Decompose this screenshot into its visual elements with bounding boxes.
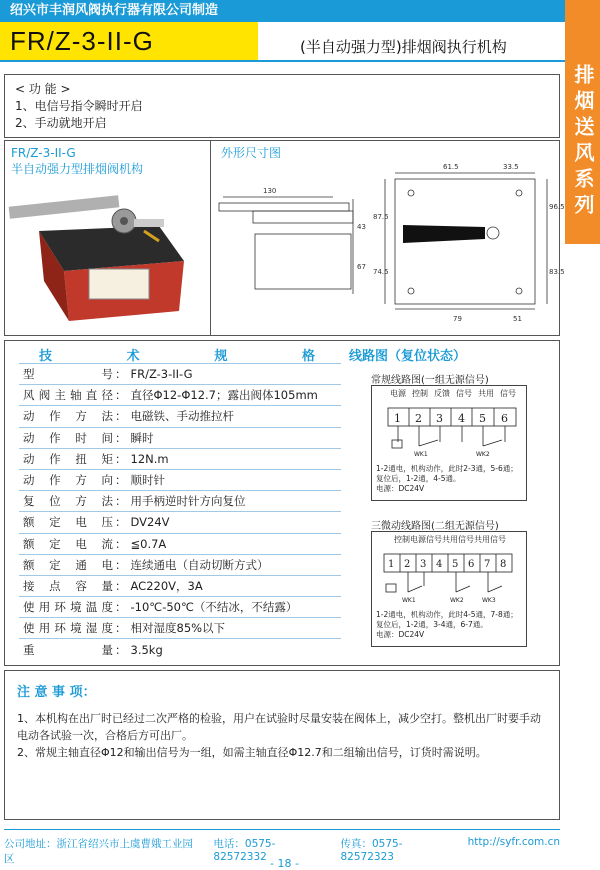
spec-row — [19, 575, 341, 596]
spec-colon: ： — [115, 491, 127, 512]
spec-colon: ： — [115, 385, 127, 406]
terminal-number: 1 — [388, 559, 395, 570]
spec-key: 动作时间 — [19, 427, 115, 448]
terminal-label: 电源 — [390, 389, 406, 398]
terminal-number: 4 — [458, 412, 465, 425]
spec-value: FR/Z-3-II-G — [127, 364, 342, 385]
spec-heading-char: 格 — [301, 349, 315, 364]
spec-section — [4, 340, 560, 666]
spec-row — [19, 533, 341, 554]
switch-label: WK2 — [476, 451, 490, 458]
terminal-label: 共用 — [478, 389, 494, 398]
spec-colon: ： — [115, 618, 127, 639]
company-banner: 绍兴市丰润风阀执行器有限公司制造 — [0, 0, 565, 22]
spec-row — [19, 597, 341, 618]
circuit2-box — [371, 531, 527, 647]
terminal-number: 7 — [484, 559, 491, 570]
spec-value: 电磁铁、手动推拉杆 — [127, 406, 342, 427]
terminal-label: 电源 — [410, 535, 426, 544]
spec-row — [19, 385, 341, 406]
spec-key: 使用环境温度 — [19, 597, 115, 618]
spec-colon: ： — [115, 512, 127, 533]
spec-value: 用手柄逆时针方向复位 — [127, 491, 342, 512]
spec-row — [19, 639, 341, 660]
terminal-label: 信号 — [490, 535, 506, 544]
spec-heading-char: 规 — [214, 349, 228, 364]
terminal-number: 3 — [436, 412, 443, 425]
spec-key: 接点容量 — [19, 575, 115, 596]
spec-colon: ： — [115, 639, 127, 660]
photo-panel — [5, 141, 211, 335]
spec-colon: ： — [115, 427, 127, 448]
spec-key: 复位方法 — [19, 491, 115, 512]
terminal-label: 信号 — [426, 535, 442, 544]
spec-colon: ： — [115, 469, 127, 490]
dim-label: 79 — [453, 315, 462, 323]
dim-label: 61.5 — [443, 163, 459, 171]
spec-row — [19, 364, 341, 385]
terminal-label: 信号 — [458, 535, 474, 544]
circuit-title: 线路图（复位状态） — [349, 349, 467, 364]
footer-phone: 电话：0575-82572332 — [213, 838, 276, 863]
spec-colon: ： — [115, 575, 127, 596]
spec-value: 12N.m — [127, 448, 342, 469]
spec-value: 直径Φ12-Φ12.7；露出阀体105mm — [127, 385, 342, 406]
dim-label: 96.5 — [549, 203, 565, 211]
footer-address: 公司地址：浙江省绍兴市上虞曹娥工业园区 — [4, 838, 193, 865]
terminal-number: 8 — [500, 559, 507, 570]
spec-key: 动作方向 — [19, 469, 115, 490]
terminal-label: 共用 — [474, 535, 490, 544]
spec-row — [19, 512, 341, 533]
spec-key: 额定电流 — [19, 533, 115, 554]
spec-colon: ： — [115, 554, 127, 575]
spec-value: DV24V — [127, 512, 342, 533]
photo-model: FR/Z-3-II-G — [11, 146, 76, 160]
dim-label: 74.5 — [373, 268, 389, 276]
function-item: 1、电信号指令瞬时开启 — [15, 99, 143, 113]
terminal-number: 5 — [479, 412, 486, 425]
circuit1-title: 常规线路图(一组无源信号) — [371, 375, 489, 386]
spec-key: 动作扭矩 — [19, 448, 115, 469]
product-title: (半自动强力型)排烟阀执行机构 — [300, 38, 507, 56]
dim-label: 43 — [357, 223, 366, 231]
terminal-number: 4 — [436, 559, 443, 570]
terminal-label: 控制 — [394, 535, 410, 544]
dim-label: 130 — [263, 187, 277, 195]
spec-table — [19, 363, 341, 660]
spec-row — [19, 618, 341, 639]
functions-box — [4, 74, 560, 138]
dim-label: 51 — [513, 315, 522, 323]
dim-label: 67 — [357, 263, 366, 271]
switch-label: WK1 — [402, 597, 416, 604]
page-number: - 18 - — [270, 857, 299, 870]
spec-row — [19, 406, 341, 427]
spec-value: 顺时针 — [127, 469, 342, 490]
terminal-label: 控制 — [412, 389, 428, 398]
spec-key: 额定通电 — [19, 554, 115, 575]
spec-value: 相对湿度85%以下 — [127, 618, 342, 639]
spec-heading-char: 技 — [39, 349, 53, 364]
terminal-number: 6 — [501, 412, 508, 425]
spec-key: 型号 — [19, 364, 115, 385]
function-item: 2、手动就地开启 — [15, 116, 107, 130]
circuit1-box — [371, 385, 527, 501]
switch-label: WK2 — [450, 597, 464, 604]
series-tab: 排烟送风系列 — [565, 0, 600, 244]
title-rule — [258, 60, 565, 62]
spec-key: 风阀主轴直径 — [19, 385, 115, 406]
terminal-label: 信号 — [456, 389, 472, 398]
spec-value: -10℃-50℃（不结冰，不结露） — [127, 597, 342, 618]
circuit1-note: 电源：DC24V — [376, 484, 425, 493]
circuit1-drawing — [372, 386, 526, 460]
note-item: 2、常规主轴直径Φ12和输出信号为一组，如需主轴直径Φ12.7和二组输出信号，订货时需说明。 — [17, 746, 487, 759]
spec-key: 动作方法 — [19, 406, 115, 427]
spec-value: ≦0.7A — [127, 533, 342, 554]
switch-label: WK3 — [482, 597, 496, 604]
actuator-photo — [9, 181, 209, 331]
spec-colon: ： — [115, 448, 127, 469]
circuit2-note: 1-2通电，机构动作，此时4-5通，7-8通； — [376, 610, 518, 619]
spec-colon: ： — [115, 597, 127, 618]
circuit2-note: 复位后，1-2通，3-4通，6-7通。 — [376, 620, 488, 629]
spec-colon: ： — [115, 533, 127, 554]
circuit2-title: 三微动线路图(二组无源信号) — [371, 521, 499, 532]
notes-title: 注 意 事 项： — [17, 685, 96, 700]
dimension-title: 外形尺寸图 — [221, 146, 282, 160]
dimension-drawing — [213, 159, 565, 334]
spec-row — [19, 448, 341, 469]
terminal-label: 反馈 — [434, 389, 450, 398]
spec-key: 重量 — [19, 639, 115, 660]
spec-row — [19, 491, 341, 512]
spec-value: 连续通电（自动切断方式） — [127, 554, 342, 575]
circuit1-note: 1-2通电，机构动作，此时2-3通，5-6通； — [376, 464, 518, 473]
product-panel — [4, 140, 565, 336]
spec-colon: ： — [115, 364, 127, 385]
spec-value: 瞬时 — [127, 427, 342, 448]
terminal-number: 1 — [394, 412, 401, 425]
switch-label: WK1 — [414, 451, 428, 458]
dim-label: 83.5 — [549, 268, 565, 276]
terminal-number: 2 — [415, 412, 422, 425]
terminal-label: 共用 — [442, 535, 458, 544]
spec-colon: ： — [115, 406, 127, 427]
terminal-number: 6 — [468, 559, 475, 570]
footer-rule — [4, 829, 560, 830]
circuit2-note: 电源：DC24V — [376, 630, 425, 639]
terminal-number: 2 — [404, 559, 411, 570]
circuit2-drawing — [372, 532, 526, 606]
notes-box — [4, 670, 560, 820]
photo-name: 半自动强力型排烟阀机构 — [11, 162, 144, 176]
terminal-number: 5 — [452, 559, 459, 570]
spec-key: 额定电压 — [19, 512, 115, 533]
spec-value: AC220V，3A — [127, 575, 342, 596]
spec-key: 使用环境湿度 — [19, 618, 115, 639]
functions-title: < 功 能 > — [15, 82, 71, 96]
terminal-number: 3 — [420, 559, 427, 570]
circuit1-note: 复位后，1-2通，4-5通。 — [376, 474, 461, 483]
spec-heading — [19, 345, 335, 364]
footer-fax: 传真：0575-82572323 — [340, 838, 403, 863]
terminal-label: 信号 — [500, 389, 516, 398]
note-item: 1、本机构在出厂时已经过二次严格的检验，用户在试验时尽量安装在阀体上，减少空打。整机出厂时要手动电动各试验一次，合格后方可出厂。 — [17, 712, 541, 742]
footer-website-link[interactable]: http://syfr.com.cn — [467, 836, 561, 848]
spec-row — [19, 427, 341, 448]
spec-heading-char: 术 — [126, 349, 140, 364]
dim-label: 87.5 — [373, 213, 389, 221]
spec-value: 3.5kg — [127, 639, 342, 660]
dim-label: 33.5 — [503, 163, 519, 171]
spec-row — [19, 469, 341, 490]
model-title: FR/Z-3-II-G — [10, 26, 154, 56]
spec-row — [19, 554, 341, 575]
